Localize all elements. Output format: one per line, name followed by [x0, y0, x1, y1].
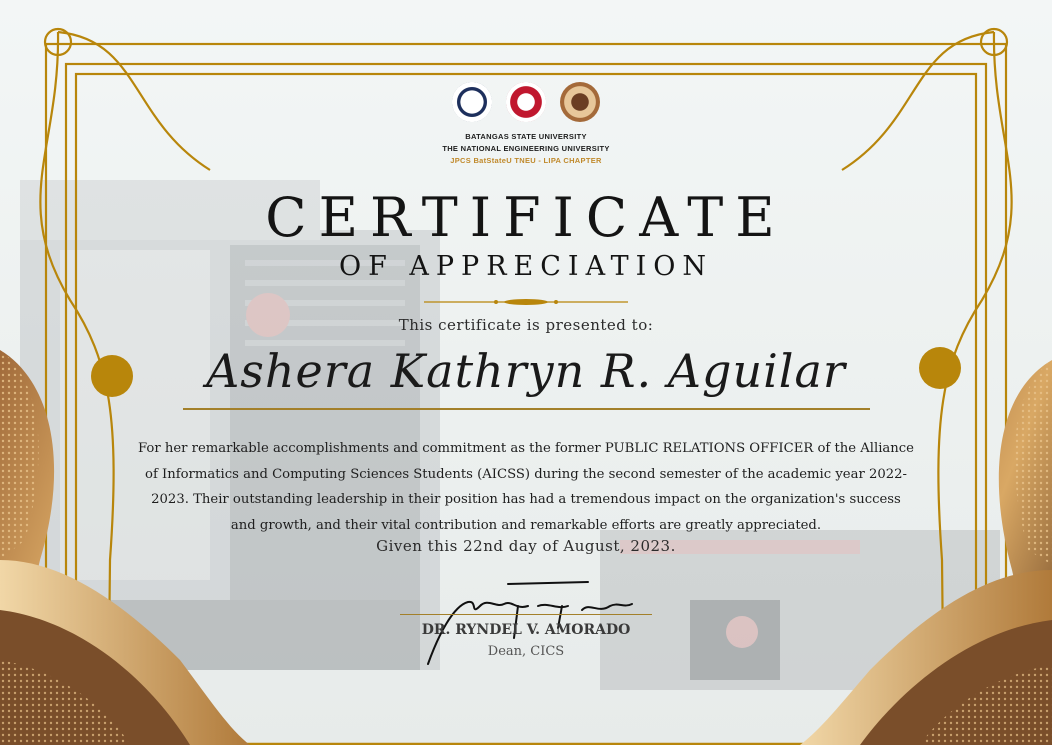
- citation-text: For her remarkable accomplishments and commitment as the former PUBLIC RELATIONS OFFICER of the Alliance of Informatics and Computing Sciences Students (AICSS) during the second semester of the academic year 2022-2023. Their outstanding leadership in their position has had a tremendous impact on the organization's success and growth, and their vital contribution and remarkable efforts are greatly appreciated.: [138, 441, 914, 533]
- certificate-title: CERTIFICATE: [265, 186, 787, 249]
- university-tagline: THE NATIONAL ENGINEERING UNIVERSITY: [442, 144, 610, 153]
- university-name: BATANGAS STATE UNIVERSITY: [465, 132, 587, 141]
- batangas-state-university-seal-icon: [506, 82, 546, 122]
- certificate-subtitle: OF APPRECIATION: [338, 251, 714, 282]
- chapter-name: JPCS BatStateU TNEU - LIPA CHAPTER: [450, 156, 602, 165]
- logo-row: [452, 80, 604, 126]
- signature-line: [400, 614, 652, 615]
- ornament-divider: [424, 294, 628, 310]
- recipient-underline: [183, 408, 870, 410]
- presented-to-line: This certificate is presented to:: [398, 316, 654, 334]
- signatory-title: Dean, CICS: [487, 644, 565, 659]
- jpcs-seal-icon: [452, 82, 492, 122]
- given-date-line: Given this 22nd day of August, 2023.: [376, 537, 676, 555]
- recipient-name: Ashera Kathryn R. Aguilar: [206, 344, 846, 398]
- jpcs-chapter-seal-icon: [560, 82, 600, 122]
- signatory-name: DR. RYNDEL V. AMORADO: [421, 622, 631, 638]
